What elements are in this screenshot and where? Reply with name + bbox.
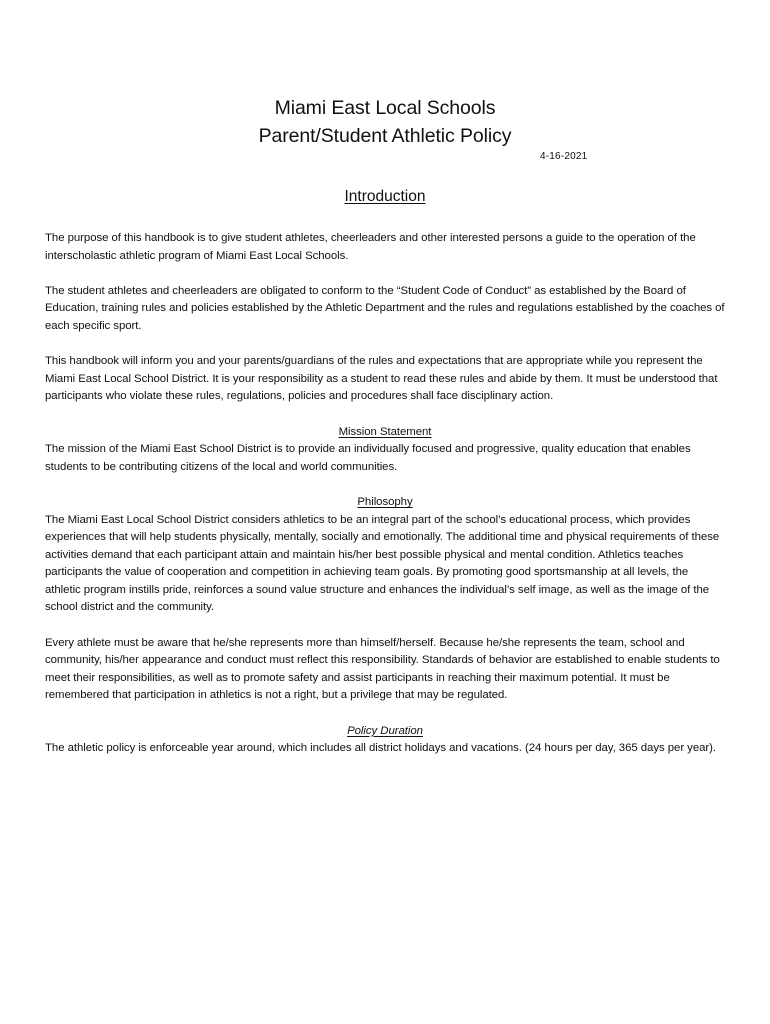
policy-duration-text: The athletic policy is enforceable year around, which includes all district holidays and vacations. (24 hours per day, 365 days per year). [45,742,716,755]
intro-paragraph-3: This handbook will inform you and your parents/guardians of the rules and expectations that are appropriate while you represent the Miami East Local School District. It is your responsibility as a student to read these rules and abide by them. It must be understood that participants who violate these rules, regulations, policies and procedures shall face disciplinary action. [45,355,718,403]
mission-text: The mission of the Miami East School District is to provide an individually focused and progressive, quality education that enables students to be contributing citizens of the local and world communities. [45,443,691,473]
introduction-heading: Introduction [344,188,426,205]
philosophy-heading: Philosophy [357,495,413,508]
mission-heading: Mission Statement [338,425,432,438]
policy-duration-heading: Policy Duration [347,724,423,737]
document-date: 4-16-2021 [540,151,588,162]
intro-paragraph-2: The student athletes and cheerleaders are obligated to conform to the “Student Code of Conduct” as established by the Board of Education, training rules and policies established by the Athletic Department and the rules and regulations established by the coaches of each specific sport. [45,284,725,332]
philosophy-paragraph-1: The Miami East Local School District considers athletics to be an integral part of the school’s educational process, which provides experiences that will help students physically, mentally, socially and emotionally. The additional time and physical requirements of these activities demand that each participant attain and maintain his/her best possible physical and mental condition. Athletics teaches participants the value of cooperation and competition in achieving team goals. By promoting good sportsmanship at all levels, the athletic program instills pride, reinforces a sound value structure and enhances the individual’s self image, as well as the image of the school district and the community. [45,513,720,614]
title-line-policy: Parent/Student Athletic Policy [258,125,512,147]
philosophy-paragraph-2: Every athlete must be aware that he/she represents more than himself/herself. Because he/she represents the team, school and community, his/her appearance and conduct must reflect this responsibility. Standards of behavior are established to enable students to meet their responsibilities, as well as to promote safety and assist participants in reaching their maximum potential. It must be remembered that participation in athletics is not a right, but a privilege that may be regulated. [45,636,720,702]
intro-paragraph-1: The purpose of this handbook is to give student athletes, cheerleaders and other interested persons a guide to the operation of the interscholastic athletic program of Miami East Local Schools. [45,232,696,262]
title-line-school: Miami East Local Schools [274,97,496,119]
document-title [0,94,770,150]
document-body [45,230,725,775]
